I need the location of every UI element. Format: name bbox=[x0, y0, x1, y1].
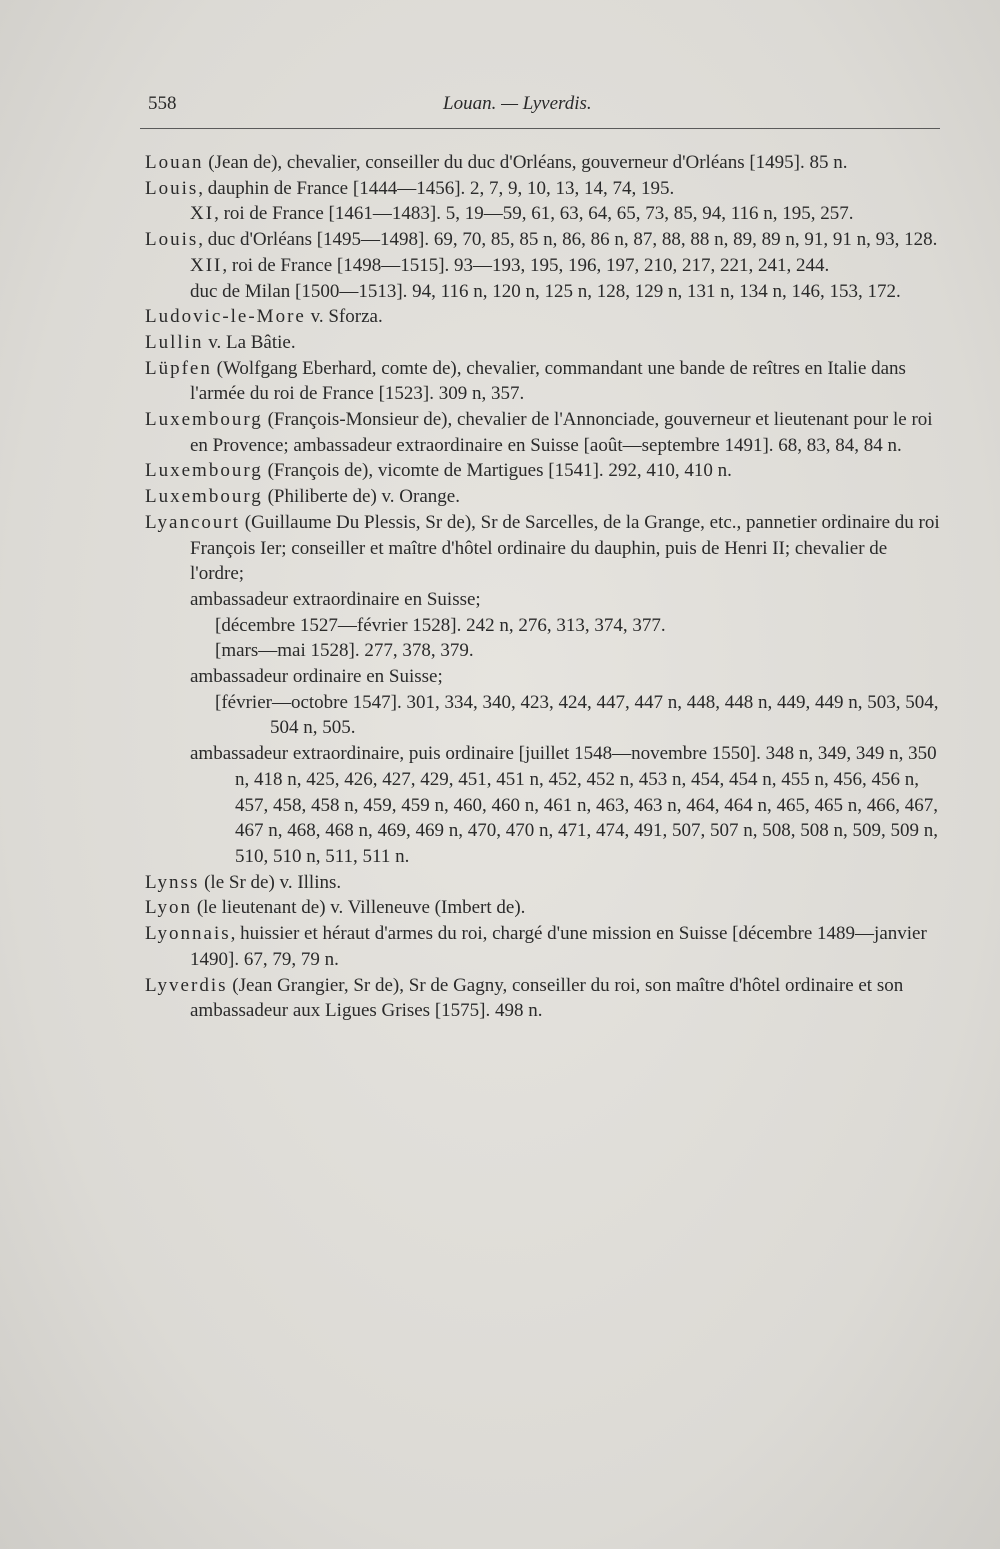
index-entry: Ludovic-le-More v. Sforza. bbox=[145, 306, 383, 328]
index-entry: Louis, duc d'Orléans [1495—1498]. 69, 70, 85, 85 n, 86, 86 n, 87, 88, 88 n, 89, 89 n, 91, 91 n, 93, 128. bbox=[145, 229, 938, 251]
index-entry: Luxembourg (François de), vicomte de Martigues [1541]. 292, 410, 410 n. bbox=[145, 460, 732, 482]
index-subentry: [mars—mai 1528]. 277, 378, 379. bbox=[215, 640, 474, 662]
index-entry: Lyancourt (Guillaume Du Plessis, Sr de), Sr de Sarcelles, de la Grange, etc., pannetier ordinaire du roi François Ier; conseiller et maître d'hôtel ordinaire du dauphin, puis de Henri II; chevalier de l'ordre; bbox=[145, 511, 940, 585]
index-entry: Louan (Jean de), chevalier, conseiller du duc d'Orléans, gouverneur d'Orléans [1495]. 85 n. bbox=[145, 152, 848, 173]
index-subentry: [février—octobre 1547]. 301, 334, 340, 423, 424, 447, 447 n, 448, 448 n, 449, 449 n, 503, 504, 504 n, 505. bbox=[215, 691, 939, 739]
index-subentry: [décembre 1527—février 1528]. 242 n, 276, 313, 374, 377. bbox=[215, 614, 666, 636]
index-list bbox=[145, 150, 940, 1024]
index-entry: Luxembourg (Philiberte de) v. Orange. bbox=[145, 486, 460, 508]
index-subentry: ambassadeur extraordinaire, puis ordinaire [juillet 1548—novembre 1550]. 348 n, 349, 349 n, 350 n, 418 n, 425, 426, 427, 429, 451, 451 n, 452, 452 n, 453 n, 454, 454 n, 455 n, 456, 456 n, 457, 458, 458 n, 459, 459 n, 460, 460 n, 461 n, 463, 463 n, 464, 464 n, 465, 465 n, 466, 467, 467 n, 468, 468 n, 469, 469 n, 470, 470 n, 471, 474, 491, 507, 507 n, 508, 508 n, 509, 509 n, 510, 510 n, 511, 511 n. bbox=[190, 743, 938, 867]
index-entry: Luxembourg (François-Monsieur de), chevalier de l'Annonciade, gouverneur et lieutenant pour le roi en Provence; ambassadeur extraordinaire en Suisse [août—septembre 1491]. 68, 83, 84, 84 n. bbox=[145, 409, 933, 456]
index-entry: Lüpfen (Wolfgang Eberhard, comte de), chevalier, commandant une bande de reîtres en Italie dans l'armée du roi de France [1523]. 309 n, 357. bbox=[145, 357, 906, 405]
index-subentry: XI, roi de France [1461—1483]. 5, 19—59, 61, 63, 64, 65, 73, 85, 94, 116 n, 195, 257. bbox=[190, 203, 854, 225]
running-head: Louan. — Lyverdis. bbox=[443, 93, 592, 114]
index-entry: Lullin v. La Bâtie. bbox=[145, 331, 296, 353]
page-number: 558 bbox=[148, 93, 177, 114]
index-entry: Lyonnais, huissier et héraut d'armes du roi, chargé d'une mission en Suisse [décembre 1489—janvier 1490]. 67, 79, 79 n. bbox=[145, 923, 927, 970]
index-subentry: XII, roi de France [1498—1515]. 93—193, 195, 196, 197, 210, 217, 221, 241, 244. bbox=[190, 254, 830, 276]
index-entry: Lyverdis (Jean Grangier, Sr de), Sr de Gagny, conseiller du roi, son maître d'hôtel ordinaire et son ambassadeur aux Ligues Grises [1575]. 498 n. bbox=[145, 974, 904, 1022]
page-header bbox=[148, 93, 938, 123]
index-subentry: duc de Milan [1500—1513]. 94, 116 n, 120 n, 125 n, 128, 129 n, 131 n, 134 n, 146, 153, 172. bbox=[190, 280, 901, 302]
index-subentry: ambassadeur ordinaire en Suisse; bbox=[190, 666, 443, 688]
index-entry: Lynss (le Sr de) v. Illins. bbox=[145, 871, 342, 893]
index-subentry: ambassadeur extraordinaire en Suisse; bbox=[190, 588, 481, 610]
index-entry: Louis, dauphin de France [1444—1456]. 2, 7, 9, 10, 13, 14, 74, 195. bbox=[145, 177, 675, 199]
header-rule bbox=[140, 128, 940, 129]
index-entry: Lyon (le lieutenant de) v. Villeneuve (Imbert de). bbox=[145, 897, 526, 919]
